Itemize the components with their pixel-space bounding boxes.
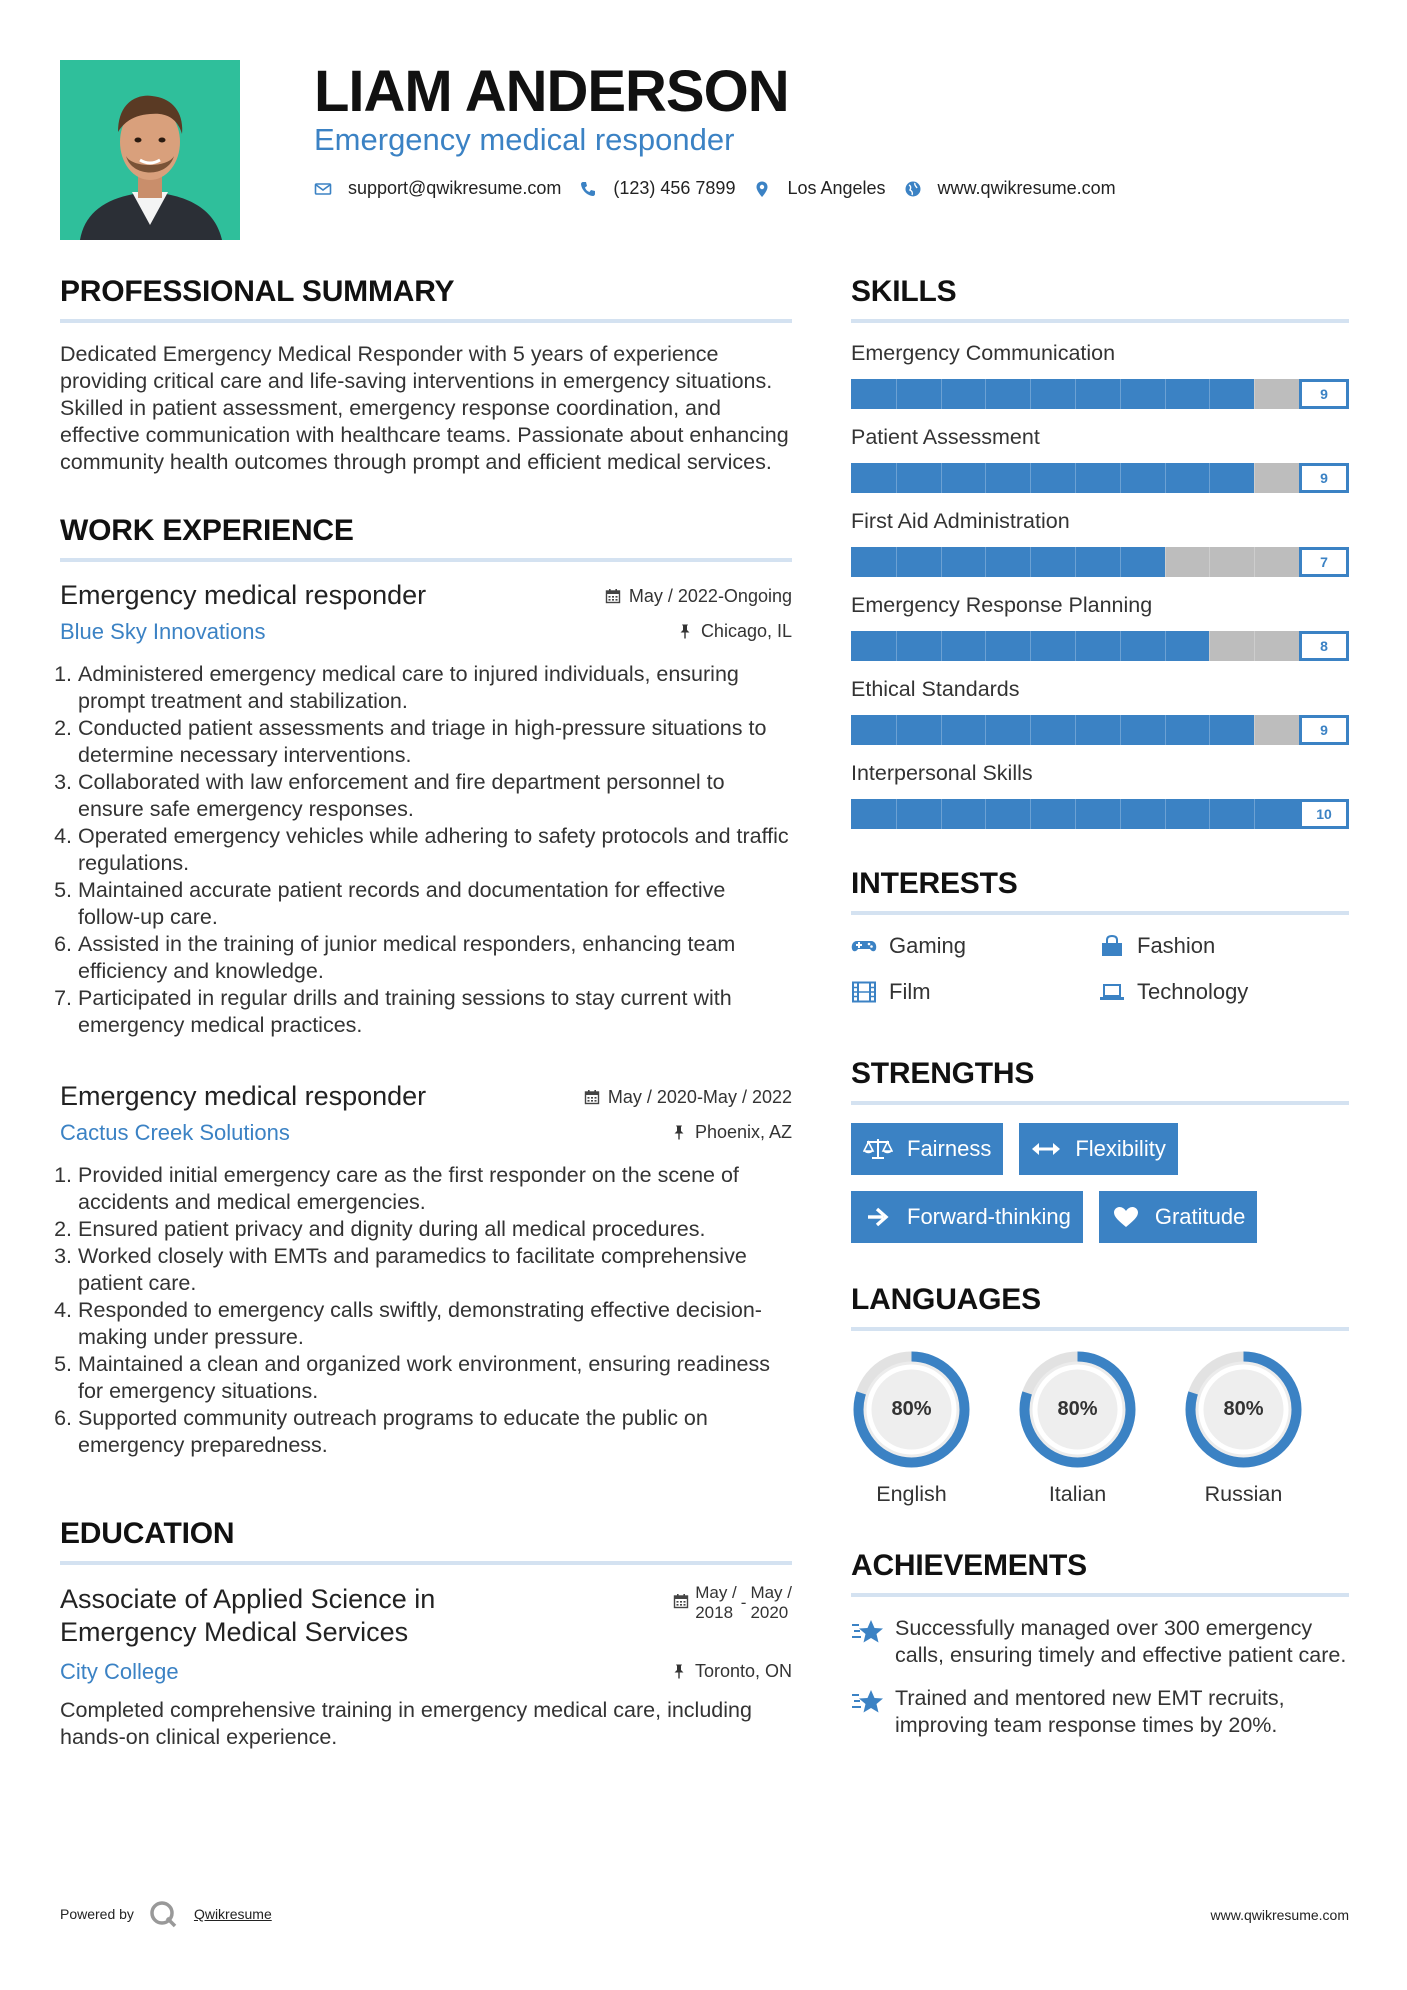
pin-icon	[671, 1663, 687, 1679]
film-icon	[851, 981, 877, 1003]
skill-bar	[851, 547, 1349, 577]
skill-bar-segment	[941, 715, 942, 745]
language-item	[1017, 1349, 1138, 1507]
skill-bar-segment	[985, 463, 986, 493]
skill-bar-segment	[1120, 631, 1121, 661]
skill-bar-segment	[1075, 379, 1076, 409]
right-column	[851, 275, 1349, 1755]
strength-badge	[1019, 1123, 1177, 1175]
skill-score: 8	[1299, 631, 1349, 661]
footer-website[interactable]: www.qwikresume.com	[1210, 1907, 1349, 1923]
skill-bar-segment	[941, 631, 942, 661]
strength-label: Gratitude	[1154, 1204, 1246, 1229]
calendar-icon	[673, 1593, 689, 1609]
contact-location	[753, 178, 885, 199]
job-title: Emergency medical responder	[60, 1081, 427, 1111]
contact-bar	[314, 178, 1134, 199]
skill-bar-segment	[1254, 379, 1255, 409]
skill-bar-segment	[1075, 463, 1076, 493]
language-name: Italian	[1048, 1482, 1107, 1506]
skill-bar-segment	[985, 631, 986, 661]
skill-item	[851, 509, 1349, 577]
interest-label: Fashion	[1137, 933, 1216, 958]
skill-bar-segment	[1030, 547, 1031, 577]
achievements-section	[851, 1549, 1349, 1739]
skill-item	[851, 425, 1349, 493]
pin-icon	[671, 1124, 687, 1140]
shopping-bag-icon	[1099, 935, 1125, 957]
skill-name: Interpersonal Skills	[851, 761, 1033, 785]
skill-score: 7	[1299, 547, 1349, 577]
job-duties-list	[60, 661, 792, 1039]
list-item: 1. Administered emergency medical care to injured individuals, ensuring prompt treatment and stabilization.	[78, 661, 792, 715]
skill-bar-segment	[1254, 799, 1255, 829]
list-item: 4. Responded to emergency calls swiftly, demonstrating effective decision-making under pressure.	[78, 1297, 792, 1351]
skill-bar-fill	[851, 463, 1254, 493]
achievement-text: Successfully managed over 300 emergency calls, ensuring timely and effective patient care.	[895, 1616, 1347, 1667]
list-item: 2. Conducted patient assessments and triage in high-pressure situations to determine necessary interventions.	[78, 715, 792, 769]
skill-name: Ethical Standards	[851, 677, 1020, 701]
interest-item	[851, 979, 1099, 1005]
list-item: 5. Maintained accurate patient records and documentation for effective follow-up care.	[78, 877, 792, 931]
skill-bar-segment	[1075, 547, 1076, 577]
language-progress-ring	[1017, 1349, 1138, 1470]
date-separator: -	[740, 1593, 747, 1612]
job-location	[677, 621, 792, 642]
skill-name: Emergency Response Planning	[851, 593, 1153, 617]
education-end-month: May /	[750, 1583, 792, 1602]
heart-icon	[1111, 1205, 1141, 1229]
skill-bar-segment	[1165, 463, 1166, 493]
job-dates-text: May / 2022-Ongoing	[628, 585, 792, 606]
list-item: 5. Maintained a clean and organized work environment, ensuring readiness for emergency situations.	[78, 1351, 792, 1405]
skill-bar-fill	[851, 379, 1254, 409]
education-start-month: May /	[695, 1583, 737, 1602]
skill-bar-segment	[1209, 715, 1210, 745]
powered-by-text: Powered by	[60, 1906, 134, 1922]
contact-website[interactable]	[904, 178, 1116, 199]
skill-bar-segment	[896, 547, 897, 577]
company-name: Cactus Creek Solutions	[60, 1120, 290, 1145]
gamepad-icon	[851, 935, 877, 957]
school-name: City College	[60, 1659, 179, 1684]
skill-bar-segment	[941, 379, 942, 409]
skill-bar-segment	[1120, 463, 1121, 493]
star-award-icon	[851, 1617, 885, 1647]
strength-label: Forward-thinking	[907, 1204, 1071, 1229]
pin-icon	[677, 623, 693, 639]
summary-text: Dedicated Emergency Medical Responder with 5 years of experience providing critical care and life-saving interventions in emergency situations. Skilled in patient assessment, emergency response coordination, and effective communication with healthcare teams. Passionate about enhancing community health outcomes through prompt and efficient medical services.	[60, 342, 789, 474]
skill-bar-segment	[1075, 715, 1076, 745]
strength-label: Flexibility	[1075, 1136, 1166, 1161]
skill-bar-segment	[1209, 799, 1210, 829]
skill-item	[851, 341, 1349, 409]
skill-bar-segment	[985, 547, 986, 577]
interest-label: Gaming	[889, 933, 967, 958]
education-start	[695, 1583, 737, 1623]
skill-bar-segment	[1165, 715, 1166, 745]
skill-bar-segment	[896, 379, 897, 409]
job-title: Emergency medical responder	[60, 580, 427, 610]
job-location-text: Chicago, IL	[700, 620, 792, 641]
job-dates-text: May / 2020-May / 2022	[607, 1086, 792, 1107]
globe-icon	[904, 180, 922, 198]
skill-bar-segment	[985, 379, 986, 409]
skill-item	[851, 761, 1349, 829]
company-name: Blue Sky Innovations	[60, 619, 266, 644]
skills-list	[851, 341, 1349, 829]
skill-bar-segment	[1254, 631, 1255, 661]
skill-score: 10	[1299, 799, 1349, 829]
skill-bar-segment	[941, 799, 942, 829]
achievement-text: Trained and mentored new EMT recruits, improving team response times by 20%.	[895, 1686, 1285, 1737]
qwikresume-logo-icon	[148, 1899, 178, 1929]
languages-heading: LANGUAGES	[851, 1283, 1349, 1331]
interest-label: Film	[889, 979, 931, 1004]
skill-bar	[851, 379, 1349, 409]
contact-phone-text: (123) 456 7899	[613, 178, 736, 198]
interests-heading: INTERESTS	[851, 867, 1349, 915]
candidate-title: Emergency medical responder	[314, 122, 735, 157]
list-item: 4. Operated emergency vehicles while adhering to safety protocols and traffic regulations.	[78, 823, 792, 877]
job-entry	[60, 1081, 792, 1459]
skill-bar-segment	[941, 547, 942, 577]
skill-bar-segment	[1075, 631, 1076, 661]
interests-grid	[851, 933, 1349, 1005]
arrows-horizontal-icon	[1031, 1137, 1061, 1161]
skill-bar-fill	[851, 799, 1349, 829]
skill-bar-segment	[1120, 547, 1121, 577]
footer-powered-by	[60, 1899, 272, 1929]
skill-bar-segment	[1165, 799, 1166, 829]
language-name: English	[876, 1482, 947, 1506]
arrow-right-icon	[863, 1205, 893, 1229]
skill-bar-segment	[1030, 379, 1031, 409]
experience-heading: WORK EXPERIENCE	[60, 514, 792, 562]
language-item	[1183, 1349, 1304, 1507]
education-heading: EDUCATION	[60, 1517, 792, 1565]
languages-section	[851, 1283, 1349, 1507]
skill-bar-segment	[896, 799, 897, 829]
skills-heading: SKILLS	[851, 275, 1349, 323]
skill-bar-segment	[1075, 799, 1076, 829]
interests-section	[851, 867, 1349, 1005]
strength-badge	[1099, 1191, 1258, 1243]
skill-score: 9	[1299, 379, 1349, 409]
skill-bar-segment	[1120, 715, 1121, 745]
skill-bar-segment	[985, 715, 986, 745]
interest-item	[1099, 979, 1347, 1005]
language-percent: 80%	[891, 1398, 932, 1420]
skill-bar-segment	[1209, 631, 1210, 661]
laptop-icon	[1099, 981, 1125, 1003]
balance-scale-icon	[863, 1137, 893, 1161]
skill-bar-segment	[1209, 379, 1210, 409]
list-item: 3. Worked closely with EMTs and paramedics to facilitate comprehensive patient care.	[78, 1243, 792, 1297]
skill-bar-segment	[1165, 547, 1166, 577]
education-end-year: 2020	[750, 1603, 789, 1622]
skill-bar-segment	[1254, 547, 1255, 577]
languages-list	[851, 1349, 1349, 1507]
contact-website-text: www.qwikresume.com	[937, 178, 1116, 198]
skill-bar	[851, 715, 1349, 745]
contact-phone[interactable]	[579, 178, 735, 199]
envelope-icon	[314, 180, 332, 198]
school-location-text: Toronto, ON	[694, 1660, 792, 1681]
language-percent: 80%	[1223, 1398, 1264, 1420]
phone-icon	[579, 180, 597, 198]
skill-bar-segment	[985, 799, 986, 829]
skill-score: 9	[1299, 715, 1349, 745]
achievement-item	[851, 1685, 1349, 1739]
list-item: 6. Assisted in the training of junior medical responders, enhancing team efficiency and knowledge.	[78, 931, 792, 985]
language-item	[851, 1349, 972, 1507]
strength-badge	[851, 1123, 1003, 1175]
skill-bar-segment	[1209, 547, 1210, 577]
skill-item	[851, 677, 1349, 745]
education-dates	[673, 1583, 792, 1623]
achievement-item	[851, 1615, 1349, 1669]
language-name: Russian	[1204, 1482, 1283, 1506]
contact-location-text: Los Angeles	[787, 178, 886, 198]
map-marker-icon	[753, 180, 771, 198]
list-item: 3. Collaborated with law enforcement and fire department personnel to ensure safe emergency responses.	[78, 769, 792, 823]
experience-section	[60, 514, 792, 1459]
list-item: 2. Ensured patient privacy and dignity during all medical procedures.	[78, 1216, 792, 1243]
achievements-heading: ACHIEVEMENTS	[851, 1549, 1349, 1597]
interest-item	[1099, 933, 1347, 959]
skill-bar-fill	[851, 547, 1165, 577]
skill-bar-segment	[1120, 379, 1121, 409]
job-location-text: Phoenix, AZ	[694, 1121, 792, 1142]
profile-photo	[60, 60, 240, 240]
list-item: 7. Participated in regular drills and training sessions to stay current with emergency medical practices.	[78, 985, 792, 1039]
strength-label: Fairness	[907, 1136, 992, 1161]
skill-bar-segment	[941, 463, 942, 493]
skill-bar-segment	[1030, 799, 1031, 829]
degree-title: Associate of Applied Science in Emergency Medical Services	[60, 1584, 436, 1647]
candidate-name: LIAM ANDERSON	[314, 59, 789, 124]
summary-heading: PROFESSIONAL SUMMARY	[60, 275, 792, 323]
skills-section	[851, 275, 1349, 829]
skill-name: Emergency Communication	[851, 341, 1116, 365]
skill-bar-segment	[1254, 463, 1255, 493]
job-duties-list	[60, 1162, 792, 1459]
list-item: 6. Supported community outreach programs to educate the public on emergency preparedness.	[78, 1405, 792, 1459]
contact-email[interactable]	[314, 178, 561, 199]
skill-bar	[851, 631, 1349, 661]
job-dates	[584, 1087, 792, 1108]
left-column	[60, 275, 792, 1751]
job-dates	[605, 586, 792, 607]
education-end	[750, 1583, 792, 1623]
skill-name: Patient Assessment	[851, 425, 1040, 449]
language-percent: 80%	[1057, 1398, 1098, 1420]
skill-bar	[851, 799, 1349, 829]
skill-bar-segment	[896, 631, 897, 661]
strengths-section	[851, 1057, 1349, 1243]
school-location	[671, 1661, 792, 1682]
star-award-icon	[851, 1687, 885, 1717]
skill-score: 9	[1299, 463, 1349, 493]
skill-bar-segment	[1165, 379, 1166, 409]
education-section	[60, 1517, 792, 1751]
skill-bar-segment	[896, 715, 897, 745]
strengths-heading: STRENGTHS	[851, 1057, 1349, 1105]
skill-bar-segment	[1030, 715, 1031, 745]
language-progress-ring	[1183, 1349, 1304, 1470]
education-start-year: 2018	[695, 1603, 734, 1622]
portrait-image	[60, 60, 240, 240]
skill-bar-segment	[1120, 799, 1121, 829]
skill-name: First Aid Administration	[851, 509, 1070, 533]
contact-email-text: support@qwikresume.com	[348, 178, 562, 198]
strength-badge	[851, 1191, 1083, 1243]
skill-item	[851, 593, 1349, 661]
calendar-icon	[584, 1089, 600, 1105]
calendar-icon	[605, 588, 621, 604]
skill-bar-segment	[1254, 715, 1255, 745]
skill-bar-segment	[1209, 463, 1210, 493]
skill-bar-segment	[1030, 463, 1031, 493]
skill-bar-segment	[1165, 631, 1166, 661]
job-entry	[60, 580, 792, 1039]
interest-label: Technology	[1137, 979, 1249, 1004]
summary-section	[60, 275, 792, 476]
language-progress-ring	[851, 1349, 972, 1470]
strengths-list	[851, 1123, 1349, 1243]
skill-bar-segment	[1030, 631, 1031, 661]
skill-bar-fill	[851, 715, 1254, 745]
list-item: 1. Provided initial emergency care as the first responder on the scene of accidents and medical emergencies.	[78, 1162, 792, 1216]
education-description: Completed comprehensive training in emergency medical care, including hands-on clinical experience.	[60, 1698, 752, 1749]
job-location	[671, 1122, 792, 1143]
skill-bar	[851, 463, 1349, 493]
skill-bar-segment	[896, 463, 897, 493]
interest-item	[851, 933, 1099, 959]
brand-link[interactable]: Qwikresume	[193, 1906, 272, 1922]
